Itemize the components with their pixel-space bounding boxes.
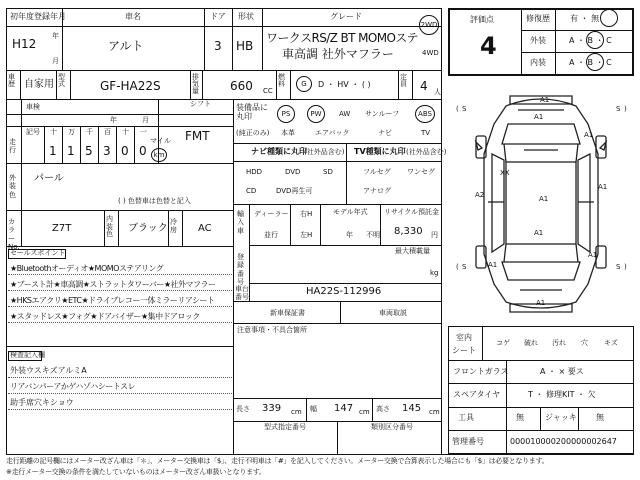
inspection-year-unit: 年	[110, 116, 117, 124]
shift-value: FMT	[185, 129, 210, 143]
management-label: 管理番号	[452, 437, 484, 446]
car-name: アルト	[108, 39, 144, 53]
mileage-digit-1: 1	[49, 144, 57, 158]
mileage-km-circle	[151, 148, 167, 162]
sales-point-4: ★スタッドレス★フォグ★ドアバイザー★集中ドアロック	[10, 312, 200, 321]
tools-value: 無	[516, 413, 524, 422]
wheel-s-rl: S	[462, 263, 467, 271]
hand-right: 右H	[300, 210, 313, 218]
notes-label: 注意事項・不具合箇所	[237, 326, 307, 334]
height-label: 高さ	[376, 405, 390, 413]
recycle-yen: 円	[431, 231, 438, 239]
navi-item-dvd-play: DVD再生可	[276, 187, 313, 195]
management-number: 000010000200000002647	[510, 437, 617, 446]
inspector-line-1: 外装ウスキズアルミA	[10, 366, 87, 375]
fuel-g: G	[301, 79, 307, 88]
import-dealer: ディーラー	[254, 210, 289, 218]
exterior-color-value: パール	[34, 173, 64, 184]
navi-types-title: ナビ種類に丸印	[251, 147, 307, 156]
wheel-s-fl: S	[462, 105, 467, 113]
mileage-unit-6: 一	[140, 128, 147, 136]
manual-label: 車両取説	[379, 309, 407, 317]
navi-types-note: (社外品含む)	[304, 148, 345, 156]
warranty-label: 新車保証書	[270, 309, 305, 317]
import-label: 輸入車	[237, 210, 244, 235]
drive-2wd-label: 2WD	[420, 20, 438, 29]
color-no-label: カラーNo.	[8, 218, 20, 252]
car-damage-diagram	[448, 84, 634, 320]
interior-color-value: ブラック	[128, 223, 168, 234]
door-count: 3	[214, 39, 222, 53]
exterior-color-note: ( ) 色替車は色替と記入	[118, 197, 191, 205]
exterior-grade-circle	[586, 31, 604, 49]
first-reg-year-unit: 年	[52, 32, 59, 40]
mileage-digit-2: 1	[67, 144, 75, 158]
tv-types-note: (社外品含む)	[406, 148, 447, 156]
equipment-pw-circle	[307, 105, 325, 123]
repair-none-circle	[600, 9, 618, 27]
use-value: 自家用	[24, 79, 54, 90]
interior-grade-label: 内装	[530, 58, 546, 67]
recycle-label: リサイクル預託金	[384, 208, 440, 216]
damage-label-a1-6: A1	[539, 195, 549, 203]
damage-label-hood: A1	[534, 113, 544, 121]
damage-label-left-door: XX	[500, 169, 510, 177]
navi-item-cd: CD	[246, 187, 257, 195]
type-number-label: 型式指定番号	[264, 423, 306, 431]
spare-tire-options: T ・ 修理KIT ・ 欠	[528, 390, 596, 399]
equipment-leather: 本革	[281, 129, 295, 137]
equipment-abs: ABS	[418, 109, 432, 118]
length-unit: cm	[291, 408, 302, 416]
wheel-s-fr: S	[616, 105, 621, 113]
height-value: 145	[402, 403, 422, 414]
exterior-grade-options: A ・ B ・ C	[569, 36, 612, 45]
wheel-paren-rl: (	[456, 263, 459, 271]
first-reg-label: 初年度登録年月	[10, 12, 66, 21]
class-number-label: 類別区分番号	[371, 423, 413, 431]
inspection-month-unit: 月	[142, 116, 149, 124]
mileage-label: 走行	[9, 138, 16, 155]
equipment-label: 装備品に丸印	[236, 103, 268, 121]
cabin-item-4: 穴	[581, 339, 588, 347]
sales-point-1: ★Bluetoothオーディオ★MOMOステアリング	[10, 264, 164, 273]
spare-tire-label: スペアタイヤ	[453, 390, 501, 399]
hand-left: 左H	[300, 231, 313, 239]
cabin-item-3: 汚れ	[552, 339, 566, 347]
sales-points-label: セールスポイント	[10, 249, 66, 257]
inspector-label: 検査記入欄	[10, 351, 45, 359]
equipment-note: (純正のみ)	[236, 129, 270, 137]
fuel-label: 燃料	[278, 73, 285, 88]
capacity-value: 4	[420, 79, 428, 93]
navi-item-hdd: HDD	[246, 168, 263, 176]
wheel-paren-fr: )	[624, 105, 627, 113]
equipment-airbag: エアバック	[315, 129, 350, 137]
mileage-unit-3: 千	[86, 128, 93, 136]
equipment-ps: PS	[281, 109, 291, 118]
mileage-unit-2: 万	[68, 128, 75, 136]
wheel-s-rr: S	[616, 263, 621, 271]
mileage-mile-label: マイル	[150, 137, 171, 145]
inspector-line-2: リアバンパーアかゲハゾハシートスレ	[10, 382, 136, 391]
equipment-pw: PW	[310, 109, 322, 118]
tools-label: 工具	[458, 413, 474, 422]
mileage-unit-0: 記号	[26, 128, 40, 136]
mileage-digit-3: 5	[85, 144, 93, 158]
model-year-unknown: 不明	[366, 231, 380, 239]
interior-grade-circle	[586, 53, 604, 71]
equipment-navi: ナビ	[378, 129, 392, 137]
damage-label-front: A1	[540, 96, 550, 104]
equipment-aw: AW	[339, 110, 351, 118]
wheel-paren-fl: (	[456, 105, 459, 113]
capacity-label: 定員	[400, 73, 407, 88]
overall-score: 4	[480, 32, 497, 60]
chassis-label: 車台番号	[235, 285, 249, 301]
front-glass-label: フロントガラス	[453, 367, 509, 376]
body-shape: HB	[236, 39, 254, 53]
footer-line-2: ※走行メーター交換の条件を満たしていないものはメーター改ざん車扱いとなります。	[6, 468, 266, 476]
exterior-grade-label: 外装	[530, 36, 546, 45]
mileage-km-label: km	[153, 150, 165, 159]
model-year-suffix: 年	[346, 231, 353, 239]
max-load-label: 最大積載量	[395, 247, 430, 255]
color-no-value: Z7T	[52, 223, 72, 234]
wheel-paren-rr: )	[624, 263, 627, 271]
jack-value: 無	[596, 413, 604, 422]
chassis-number: HA22S-112996	[306, 286, 382, 297]
equipment-abs-circle	[415, 105, 435, 123]
cabin-item-2: 破れ	[524, 339, 538, 347]
model-value: GF-HA22S	[100, 79, 161, 93]
cabin-item-1: コゲ	[496, 339, 510, 347]
length-label: 長さ	[236, 405, 250, 413]
inspector-line-3: 助手席穴キショウ	[10, 398, 74, 407]
mileage-digit-4: 3	[103, 144, 111, 158]
equipment-tv: TV	[421, 129, 431, 137]
damage-label-a1-9: A1	[588, 251, 598, 259]
navi-item-sd: SD	[323, 168, 333, 176]
mileage-unit-5: 十	[122, 128, 129, 136]
model-label: 型式	[58, 73, 65, 88]
registration-label: 登録番号	[237, 253, 244, 287]
cabin-label-a: 室内	[456, 333, 472, 342]
mileage-unit-1: 十	[50, 128, 57, 136]
import-parallel: 並行	[264, 231, 278, 239]
capacity-unit: 人	[434, 88, 441, 96]
displacement-unit: CC	[263, 87, 273, 95]
inspection-label: 車検	[26, 103, 40, 111]
grade-label: グレード	[330, 12, 362, 21]
mileage-digit-5: 0	[121, 144, 129, 158]
sales-point-2: ★ブースト計★車高調★ストラットタワーバー★社外マフラー	[10, 280, 216, 289]
damage-label-windshield: A1	[584, 131, 594, 139]
repair-history-options: 有 ・ 無	[570, 14, 600, 23]
width-value: 147	[334, 403, 354, 414]
length-value: 339	[262, 403, 282, 414]
damage-label-left-side: A2	[475, 191, 485, 199]
ac-value: AC	[198, 223, 212, 234]
damage-label-a1-8: A1	[534, 229, 544, 237]
max-load-unit: kg	[430, 269, 439, 277]
jack-label: ジャッキ	[545, 413, 577, 422]
cabin-item-5: キズ	[604, 339, 618, 347]
interior-color-label: 内装色	[106, 215, 113, 239]
first-reg-era: H12	[12, 37, 37, 51]
height-unit: cm	[429, 408, 440, 416]
sales-point-3: ★HKSエアクリ★ETC★ドライブレコー一体ミラーリアシート	[10, 296, 215, 305]
door-label: ドア	[210, 12, 226, 21]
front-glass-options: A ・ × 要ス	[540, 367, 584, 376]
displacement-value: 660	[230, 79, 253, 93]
repair-history-label: 修復歴	[526, 14, 550, 23]
tv-item-analog: アナログ	[363, 187, 391, 195]
displacement-label: 排気量	[192, 73, 199, 95]
footer-line-1: 走行距離の記号欄にはメーター改ざん車は「＊」、メーター交換車は「$」、走行不明車は「#」を記入してください。メーター交換で合算表示した場合にも「$」は必要となります。	[6, 457, 549, 465]
fuel-options: D ・ HV ・ ( )	[318, 80, 371, 89]
car-name-label: 車名	[125, 12, 141, 21]
width-unit: cm	[359, 408, 370, 416]
shift-label: シフト	[190, 100, 211, 108]
interior-grade-options: A ・ B ・ C	[569, 58, 612, 67]
navi-item-dvd: DVD	[285, 168, 301, 176]
tv-item-fullseg: フルセグ	[363, 168, 391, 176]
tv-types-title: TV種類に丸印	[354, 147, 406, 156]
ac-label: 冷房	[170, 218, 177, 235]
first-reg-month-unit: 月	[52, 57, 59, 65]
equipment-ps-circle	[277, 105, 295, 123]
mileage-digit-6: 0	[139, 144, 147, 158]
shape-label: 形状	[238, 12, 254, 21]
cabin-label-b: シート	[452, 346, 476, 355]
equipment-sunroof: サンルーフ	[365, 110, 400, 118]
tv-item-oneseg: ワンセグ	[407, 168, 435, 176]
grade-line-2: 車高調 社外マフラー	[282, 47, 394, 61]
drive-4wd-label: 4WD	[422, 49, 439, 57]
use-label: 車歴	[8, 73, 15, 88]
drive-2wd-circle	[419, 15, 439, 35]
damage-label-a1-7: A1	[598, 183, 608, 191]
width-label: 幅	[310, 405, 317, 413]
damage-label-a1-11: A1	[536, 299, 546, 307]
exterior-color-label: 外装色	[9, 174, 16, 199]
mileage-unit-4: 百	[104, 128, 111, 136]
model-year-label: モデル年式	[333, 208, 368, 216]
fuel-g-circle	[296, 76, 312, 92]
recycle-value: 8,330	[394, 226, 423, 237]
damage-label-a1-10: A1	[488, 261, 498, 269]
grade-line-1: ワークスRS/Z BT MOMOステ	[266, 31, 418, 45]
score-label: 評価点	[470, 15, 494, 24]
